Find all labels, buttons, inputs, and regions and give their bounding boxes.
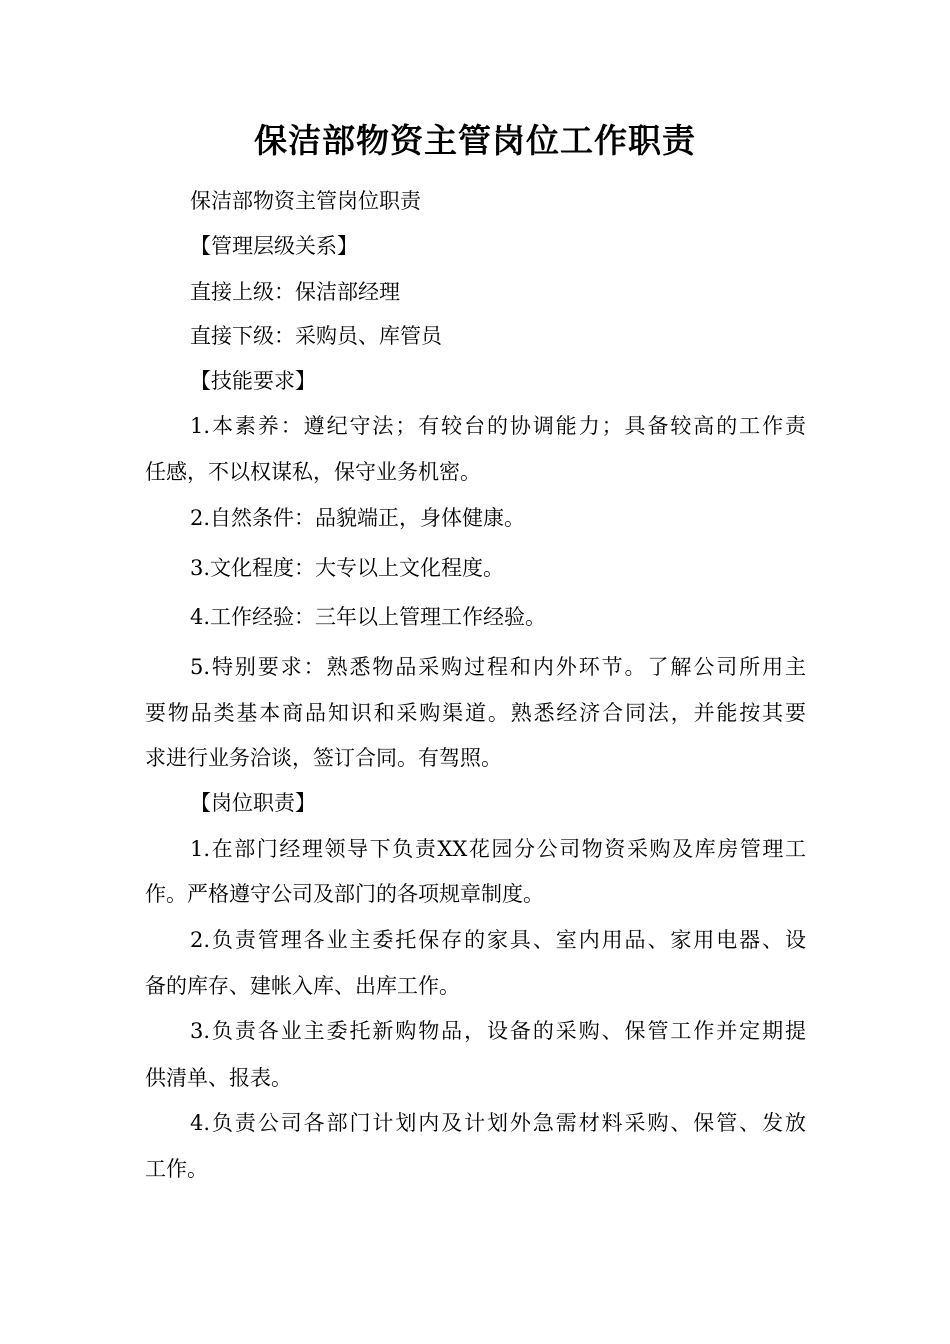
duty-item-1-line-2: 作。严格遵守公司及部门的各项规章制度。 xyxy=(145,882,544,906)
section-heading-hierarchy: 【管理层级关系】 xyxy=(190,234,358,258)
document-title: 保洁部物资主管岗位工作职责 xyxy=(254,121,696,160)
section-heading-duties: 【岗位职责】 xyxy=(190,791,316,815)
skill-item-1-line-1: 1.本素养：遵纪守法；有较台的协调能力；具备较高的工作责 xyxy=(190,414,806,438)
section-heading-skills: 【技能要求】 xyxy=(190,369,316,393)
skill-item-5-line-2: 要物品类基本商品知识和采购渠道。熟悉经济合同法，并能按其要 xyxy=(145,701,806,725)
direct-subordinate: 直接下级：采购员、库管员 xyxy=(190,324,442,348)
skill-item-2: 2.自然条件：品貌端正，身体健康。 xyxy=(190,506,526,530)
subtitle: 保洁部物资主管岗位职责 xyxy=(190,189,421,213)
skill-item-4: 4.工作经验：三年以上管理工作经验。 xyxy=(190,605,547,629)
duty-item-3-line-2: 供清单、报表。 xyxy=(145,1066,292,1090)
duty-item-2-line-1: 2.负责管理各业主委托保存的家具、室内用品、家用电器、设 xyxy=(190,928,806,952)
duty-item-3-line-1: 3.负责各业主委托新购物品，设备的采购、保管工作并定期提 xyxy=(190,1019,806,1043)
duty-item-2-line-2: 备的库存、建帐入库、出库工作。 xyxy=(145,974,460,998)
duty-item-4-line-1: 4.负责公司各部门计划内及计划外急需材料采购、保管、发放 xyxy=(190,1111,806,1135)
skill-item-3: 3.文化程度：大专以上文化程度。 xyxy=(190,556,505,580)
skill-item-1-line-2: 任感，不以权谋私，保守业务机密。 xyxy=(145,460,481,484)
duty-item-1-line-1: 1.在部门经理领导下负责XX花园分公司物资采购及库房管理工 xyxy=(190,837,806,861)
direct-superior: 直接上级：保洁部经理 xyxy=(190,280,400,304)
skill-item-5-line-1: 5.特别要求：熟悉物品采购过程和内外环节。了解公司所用主 xyxy=(190,655,806,679)
duty-item-4-line-2: 工作。 xyxy=(145,1157,208,1181)
skill-item-5-line-3: 求进行业务洽谈，签订合同。有驾照。 xyxy=(145,746,502,770)
